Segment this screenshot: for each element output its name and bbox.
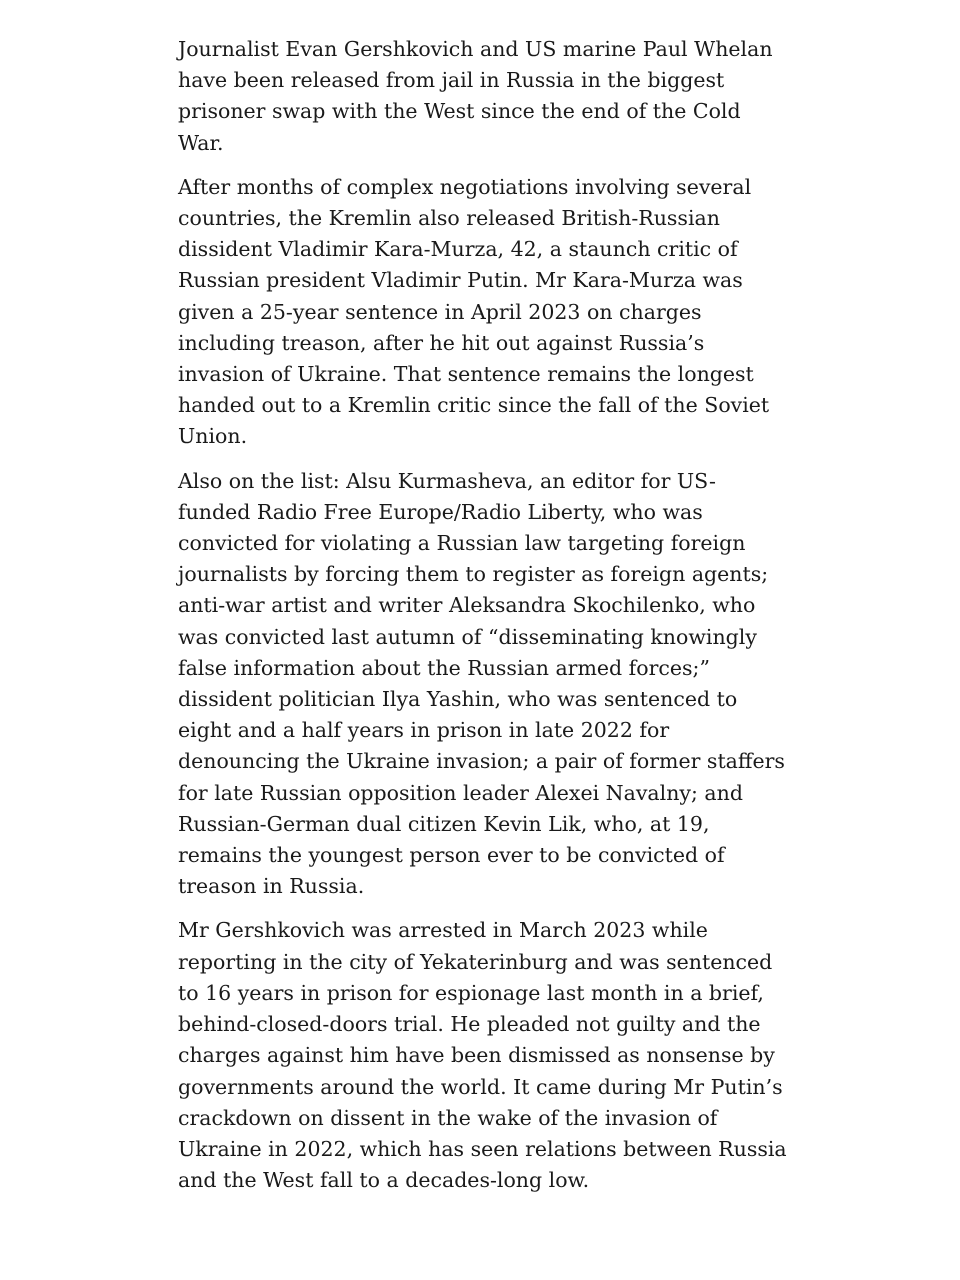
article-paragraph-3: Also on the list: Alsu Kurmasheva, an editor for US-funded Radio Free Europe/Radio Liberty, who was convicted for violating a Russian law targeting foreign journalists by forcing them to register as foreign agents; anti-war artist and writer Aleksandra Skochilenko, who was convicted last autumn of “disseminating knowingly false information about the Russian armed forces;” dissident politician Ilya Yashin, who was sentenced to eight and a half years in prison in late 2022 for denouncing the Ukraine invasion; a pair of former staffers for late Russian opposition leader Alexei Navalny; and Russian-German dual citizen Kevin Lik, who, at 19, remains the youngest person ever to be convicted of treason in Russia. <box>178 468 785 899</box>
article-body <box>178 34 788 1209</box>
article-paragraph-1: Journalist Evan Gershkovich and US marine Paul Whelan have been released from jail in Russia in the biggest prisoner swap with the West since the end of the Cold War. <box>178 37 773 155</box>
article-paragraph-4: Mr Gershkovich was arrested in March 2023 while reporting in the city of Yekaterinburg and was sentenced to 16 years in prison for espionage last month in a brief, behind-closed-doors trial. He pleaded not guilty and the charges against him have been dismissed as nonsense by governments around the world. It came during Mr Putin’s crackdown on dissent in the wake of the invasion of Ukraine in 2022, which has seen relations between Russia and the West fall to a decades-long low. <box>178 918 787 1193</box>
article-paragraph-2: After months of complex negotiations involving several countries, the Kremlin also released British-Russian dissident Vladimir Kara-Murza, 42, a staunch critic of Russian president Vladimir Putin. Mr Kara-Murza was given a 25-year sentence in April 2023 on charges including treason, after he hit out against Russia’s invasion of Ukraine. That sentence remains the longest handed out to a Kremlin critic since the fall of the Soviet Union. <box>178 174 770 449</box>
